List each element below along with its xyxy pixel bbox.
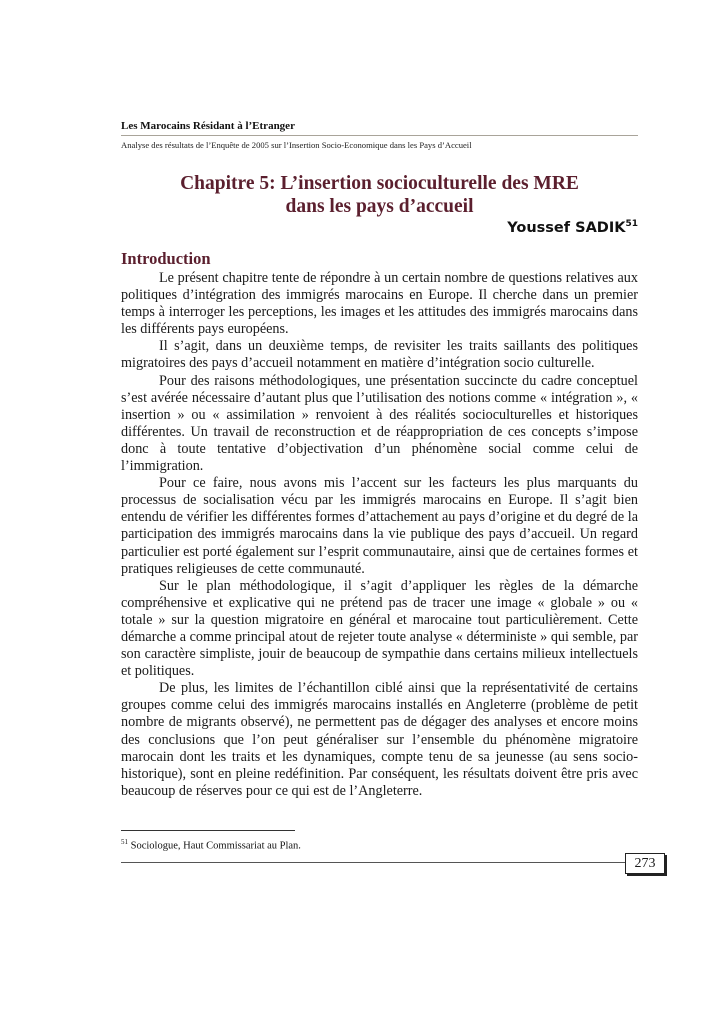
author-footnote-ref[interactable]: 51 <box>625 219 638 229</box>
header-divider <box>121 135 638 136</box>
paragraph: Il s’agit, dans un deuxième temps, de revisiter les traits saillants des politiques migratoires des pays d’accueil notamment en matière d’intégration socio culturelle. <box>121 338 638 372</box>
paragraph: Pour ce faire, nous avons mis l’accent sur les facteurs les plus marquants du processus de socialisation vécu par les immigrés marocains en Europe. Il s’agit bien entendu de vérifier les différentes formes d’attachement au pays d’origine et du degré de la participation des immigrés marocains dans la vie publique des pays d’accueil. Un regard particulier est porté également sur l’esprit communautaire, ainsi que de certaines formes et pratiques religieuses de cette communauté. <box>121 475 638 577</box>
footnote-text: Sociologue, Haut Commissariat au Plan. <box>128 840 301 852</box>
footer-divider <box>121 862 666 863</box>
author-name-text: Youssef SADIK <box>507 219 626 236</box>
footnote <box>121 838 301 852</box>
running-title: Les Marocains Résidant à l’Etranger <box>121 120 295 132</box>
author-name <box>121 219 638 236</box>
section-heading: Introduction <box>121 249 211 268</box>
running-subtitle: Analyse des résultats de l’Enquête de 2005 sur l’Insertion Socio-Economique dans les Pays d’Accueil <box>121 140 472 150</box>
paragraph: Le présent chapitre tente de répondre à un certain nombre de questions relatives aux politiques d’intégration des immigrés marocains en Europe. Il cherche dans un premier temps à interroger les perceptions, les images et les attitudes des immigrés marocains dans les différents pays européens. <box>121 270 638 338</box>
body-text <box>121 270 638 800</box>
paragraph: Sur le plan méthodologique, il s’agit d’appliquer les règles de la démarche compréhensive et explicative qui ne prétend pas de tracer une image « globale » ou « totale » sur la question migratoire en général et marocaine tout particulièrement. Cette démarche a comme principal atout de rejeter toute analyse « déterministe » qui semble, par son caractère simpliste, jouir de beaucoup de sympathie dans certains milieux intellectuels et politiques. <box>121 577 638 680</box>
footnote-number: 51 <box>121 838 128 846</box>
paragraph: De plus, les limites de l’échantillon ciblé ainsi que la représentativité de certains groupes comme celui des immigrés marocains installés en Angleterre (problème de petit nombre de migrants observé), ne permettent pas de dégager des analyses et encore moins des conclusions que l’on peut généraliser sur l’ensemble du phénomène migratoire marocain dont les traits et les dynamiques, compte tenu de sa jeunesse (au sens socio-historique), sont en pleine redéfinition. Par conséquent, les résultats doivent être pris avec beaucoup de réserves pour ce qui est de l’Angleterre. <box>121 680 638 799</box>
chapter-title <box>121 172 638 218</box>
footnote-divider <box>121 830 295 831</box>
paragraph: Pour des raisons méthodologiques, une présentation succincte du cadre conceptuel s’est avérée nécessaire d’autant plus que l’utilisation des notions comme « intégration », « insertion » ou « assimilation » renvoient à des réalités socioculturelles et historiques différentes. Un travail de reconstruction et de réappropriation de ces concepts s’impose donc à toute tentative d’objectivation d’un phénomène social comme celui de l’immigration. <box>121 372 638 475</box>
page-number: 273 <box>625 853 665 874</box>
chapter-title-line-1: Chapitre 5: L’insertion socioculturelle des MRE <box>180 173 579 194</box>
chapter-title-line-2: dans les pays d’accueil <box>285 196 474 217</box>
